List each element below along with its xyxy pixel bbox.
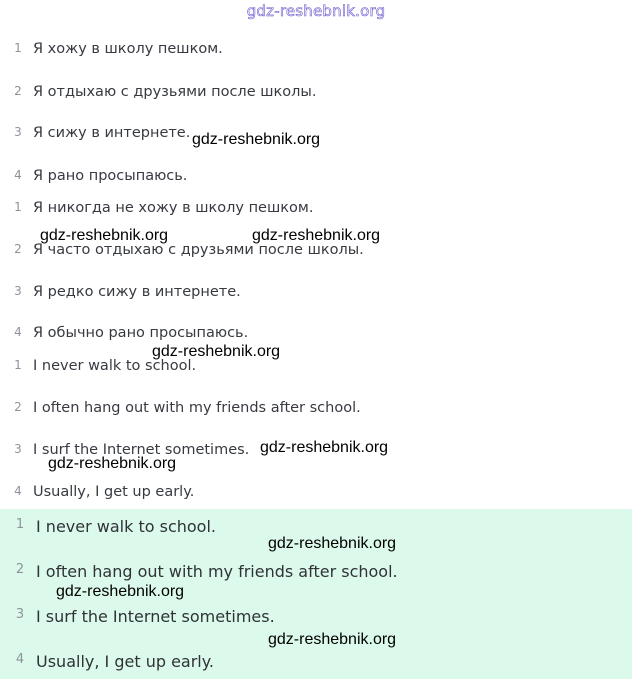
item-number: 2 [14, 400, 22, 414]
item-number: 3 [14, 284, 22, 298]
item-text: Usually, I get up early. [36, 652, 215, 671]
watermark: gdz-reshebnik.org [56, 583, 185, 600]
item-number: 4 [14, 325, 22, 339]
watermark: gdz-reshebnik.org [192, 131, 321, 148]
item-number: 2 [14, 242, 22, 256]
item-text: Я рано просыпаюсь. [33, 168, 188, 184]
item-number: 1 [14, 200, 22, 214]
watermark: gdz-reshebnik.org [260, 439, 389, 456]
item-text: I often hang out with my friends after school. [33, 400, 361, 416]
watermark: gdz-reshebnik.org [48, 455, 177, 472]
watermark: gdz-reshebnik.org [268, 535, 397, 552]
item-text: Я обычно рано просыпаюсь. [33, 325, 249, 341]
item-text: I never walk to school. [33, 358, 197, 374]
item-text: Я никогда не хожу в школу пешком. [33, 200, 314, 216]
item-text: Я отдыхаю с друзьями после школы. [33, 84, 317, 100]
item-number: 1 [14, 41, 22, 55]
item-number: 4 [14, 484, 22, 498]
item-number: 3 [14, 125, 22, 139]
item-number: 4 [14, 168, 22, 182]
item-text: I never walk to school. [36, 517, 216, 536]
watermark: gdz-reshebnik.org [268, 631, 397, 648]
item-text: Я хожу в школу пешком. [33, 41, 223, 57]
item-number: 2 [14, 84, 22, 98]
item-text: Я редко сижу в интернете. [33, 284, 241, 300]
item-number: 2 [15, 562, 25, 577]
item-number: 4 [15, 652, 25, 667]
watermark: gdz-reshebnik.org [152, 343, 281, 360]
item-text: I surf the Internet sometimes. [36, 607, 275, 626]
item-number: 1 [14, 358, 22, 372]
item-text: Usually, I get up early. [33, 484, 195, 500]
header-watermark: gdz-reshebnik.org [246, 2, 386, 20]
item-text: I often hang out with my friends after school. [36, 562, 398, 581]
watermark: gdz-reshebnik.org [40, 227, 169, 244]
item-number: 3 [15, 607, 25, 622]
item-text: Я часто отдыхаю с друзьями после школы. [33, 242, 364, 258]
item-number: 1 [15, 517, 25, 532]
item-text: Я сижу в интернете. [33, 125, 191, 141]
item-number: 3 [14, 442, 22, 456]
item-text: I surf the Internet sometimes. [33, 442, 250, 458]
watermark: gdz-reshebnik.org [252, 227, 381, 244]
